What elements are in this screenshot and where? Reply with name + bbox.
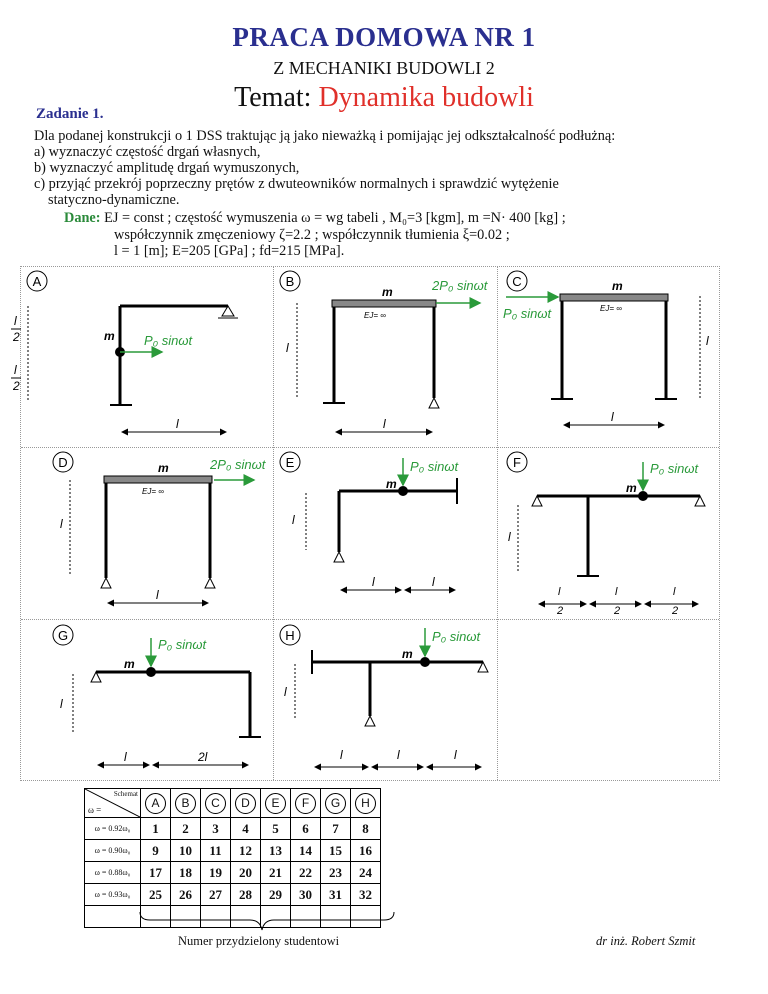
scheme-b-len: l (383, 417, 386, 431)
scheme-h-mass: m (402, 647, 413, 661)
table-cell: 28 (231, 884, 261, 906)
author-signature: dr inż. Robert Szmit (596, 934, 696, 948)
scheme-f-label: F (513, 455, 521, 470)
table-cell: 9 (141, 840, 171, 862)
task-heading: Zadanie 1. (36, 106, 104, 122)
scheme-a-half2-num: l (14, 363, 17, 377)
task-intro: Dla podanej konstrukcji o 1 DSS traktując ją jako nieważką i pomijając jej odkształcalność podłużną: (34, 128, 616, 144)
table-cell: 5 (261, 818, 291, 840)
scheme-c (503, 271, 709, 425)
scheme-h-len2: l (397, 748, 400, 762)
scheme-d-mass: m (158, 461, 169, 475)
col-header: B (175, 793, 196, 814)
table-row (85, 840, 381, 862)
table-cell: 10 (171, 840, 201, 862)
scheme-b-ej: EJ= ∞ (364, 311, 386, 320)
table-cell: 1 (141, 818, 171, 840)
table-cell: 16 (351, 840, 381, 862)
scheme-h-height: l (284, 685, 287, 699)
scheme-h-len1: l (340, 748, 343, 762)
given-line-3: l = 1 [m]; E=205 [GPa] ; fd=215 [MPa]. (114, 243, 345, 259)
scheme-h-len3: l (454, 748, 457, 762)
table-cell: 17 (141, 862, 171, 884)
table-cell: 2 (171, 818, 201, 840)
page-subtitle: Z MECHANIKI BUDOWLI 2 (273, 58, 495, 78)
scheme-f-half3-den: 2 (672, 605, 679, 617)
scheme-d (53, 452, 267, 603)
scheme-e-len2: l (432, 575, 435, 589)
table-cell: 27 (201, 884, 231, 906)
table-cell: 3 (201, 818, 231, 840)
scheme-c-force: P₀ sinωt (503, 306, 552, 321)
scheme-f-half3-num: l (673, 586, 676, 598)
table-cell: 26 (171, 884, 201, 906)
table-cell: 24 (351, 862, 381, 884)
table-cell: 8 (351, 818, 381, 840)
table-cell: 31 (321, 884, 351, 906)
scheme-d-height: l (60, 517, 63, 531)
scheme-g-len1: l (124, 750, 127, 764)
given-label: Dane: (64, 210, 101, 226)
table-cell: 29 (261, 884, 291, 906)
table-cell: 32 (351, 884, 381, 906)
assigned-number-caption: Numer przydzielony studentowi (178, 934, 340, 948)
scheme-f (507, 452, 705, 617)
scheme-c-height: l (706, 334, 709, 348)
scheme-a-half2-den: 2 (13, 379, 20, 393)
scheme-e-force: P₀ sinωt (410, 459, 459, 474)
table-corner (85, 789, 141, 818)
table-cell: 7 (321, 818, 351, 840)
scheme-f-half1-num: l (558, 586, 561, 598)
scheme-g-force: P₀ sinωt (158, 637, 207, 652)
scheme-d-force: 2P₀ sinωt (210, 457, 266, 472)
scheme-b-height: l (286, 341, 289, 355)
scheme-h (280, 625, 488, 767)
scheme-a-half1-num: l (14, 314, 17, 328)
table-cell: 19 (201, 862, 231, 884)
table-cell: 12 (231, 840, 261, 862)
row-label: ω = 0.93ω₀ (85, 884, 141, 906)
col-header: A (145, 793, 166, 814)
scheme-b-force: 2P₀ sinωt (432, 278, 488, 293)
scheme-a-force: P₀ sinωt (144, 333, 193, 348)
table-cell: 13 (261, 840, 291, 862)
row-label: ω = 0.92ω₀ (85, 818, 141, 840)
col-header: H (355, 793, 376, 814)
scheme-c-len: l (611, 410, 614, 424)
scheme-e-label: E (285, 455, 295, 470)
page-title: PRACA DOMOWA NR 1 (232, 22, 536, 52)
scheme-c-ej: EJ= ∞ (600, 304, 622, 313)
scheme-f-force: P₀ sinωt (650, 461, 699, 476)
scheme-f-half2-den: 2 (614, 605, 621, 617)
given-line-1: EJ = const ; częstość wymuszenia ω = wg tabeli , M₀=3 [kgm], m =N· 400 [kg] ; (104, 210, 566, 226)
table-cell: 25 (141, 884, 171, 906)
scheme-a (11, 271, 238, 432)
table-cell: 30 (291, 884, 321, 906)
scheme-g-len2: 2l (198, 750, 208, 764)
task-item-a: a) wyznaczyć częstość drgań własnych, (34, 144, 261, 160)
task-item-c: c) przyjąć przekrój poprzeczny prętów z dwuteowników normalnych i sprawdzić wytężenie (34, 176, 559, 192)
table-cell: 22 (291, 862, 321, 884)
scheme-h-force: P₀ sinωt (432, 629, 481, 644)
scheme-e-mass: m (386, 477, 397, 491)
table-row (85, 818, 381, 840)
scheme-c-label: C (512, 274, 522, 289)
scheme-f-mass: m (626, 481, 637, 495)
task-item-c-cont: statyczno-dynamiczne. (48, 192, 180, 208)
assignment-table (84, 788, 381, 928)
scheme-g-height: l (60, 697, 63, 711)
corner-bottom: ω = (88, 805, 102, 815)
scheme-h-label: H (285, 628, 295, 643)
scheme-a-mass: m (104, 329, 115, 343)
col-header: C (205, 793, 226, 814)
table-row-empty (85, 906, 381, 928)
col-header: F (295, 793, 316, 814)
col-header: G (325, 793, 346, 814)
table-cell: 18 (171, 862, 201, 884)
scheme-f-half1-den: 2 (557, 605, 564, 617)
scheme-b (280, 271, 489, 432)
scheme-g-mass: m (124, 657, 135, 671)
table-cell: 6 (291, 818, 321, 840)
table-cell: 21 (261, 862, 291, 884)
scheme-d-label: D (58, 455, 68, 470)
scheme-d-ej: EJ= ∞ (142, 487, 164, 496)
scheme-b-label: B (285, 274, 295, 289)
scheme-c-mass: m (612, 279, 623, 293)
table-cell: 11 (201, 840, 231, 862)
corner-top: Schemat (113, 790, 138, 798)
col-header: E (265, 793, 286, 814)
table-cell: 4 (231, 818, 261, 840)
task-item-b: b) wyznaczyć amplitudę drgań wymuszonych, (34, 160, 300, 176)
scheme-e-len1: l (372, 575, 375, 589)
row-label: ω = 0.90ω₀ (85, 840, 141, 862)
scheme-a-half1-den: 2 (13, 330, 20, 344)
table-cell: 20 (231, 862, 261, 884)
table-cell: 14 (291, 840, 321, 862)
topic-value: Dynamika budowli (318, 82, 534, 113)
topic-label: Temat: (234, 82, 312, 113)
scheme-e (280, 452, 460, 590)
table-row (85, 862, 381, 884)
scheme-b-mass: m (382, 285, 393, 299)
scheme-g (53, 625, 261, 765)
col-header: D (235, 793, 256, 814)
scheme-g-label: G (57, 628, 69, 643)
table-cell: 15 (321, 840, 351, 862)
table-cell: 23 (321, 862, 351, 884)
scheme-a-len: l (176, 417, 179, 431)
scheme-e-height: l (292, 513, 295, 527)
scheme-d-len: l (156, 588, 159, 602)
scheme-f-half2-num: l (615, 586, 618, 598)
table-row (85, 884, 381, 906)
given-line-2: współczynnik zmęczeniowy ζ=2.2 ; współczynnik tłumienia ξ=0.02 ; (114, 226, 510, 243)
scheme-f-height: l (508, 530, 511, 544)
row-label: ω = 0.88ω₀ (85, 862, 141, 884)
scheme-a-label: A (32, 274, 42, 289)
